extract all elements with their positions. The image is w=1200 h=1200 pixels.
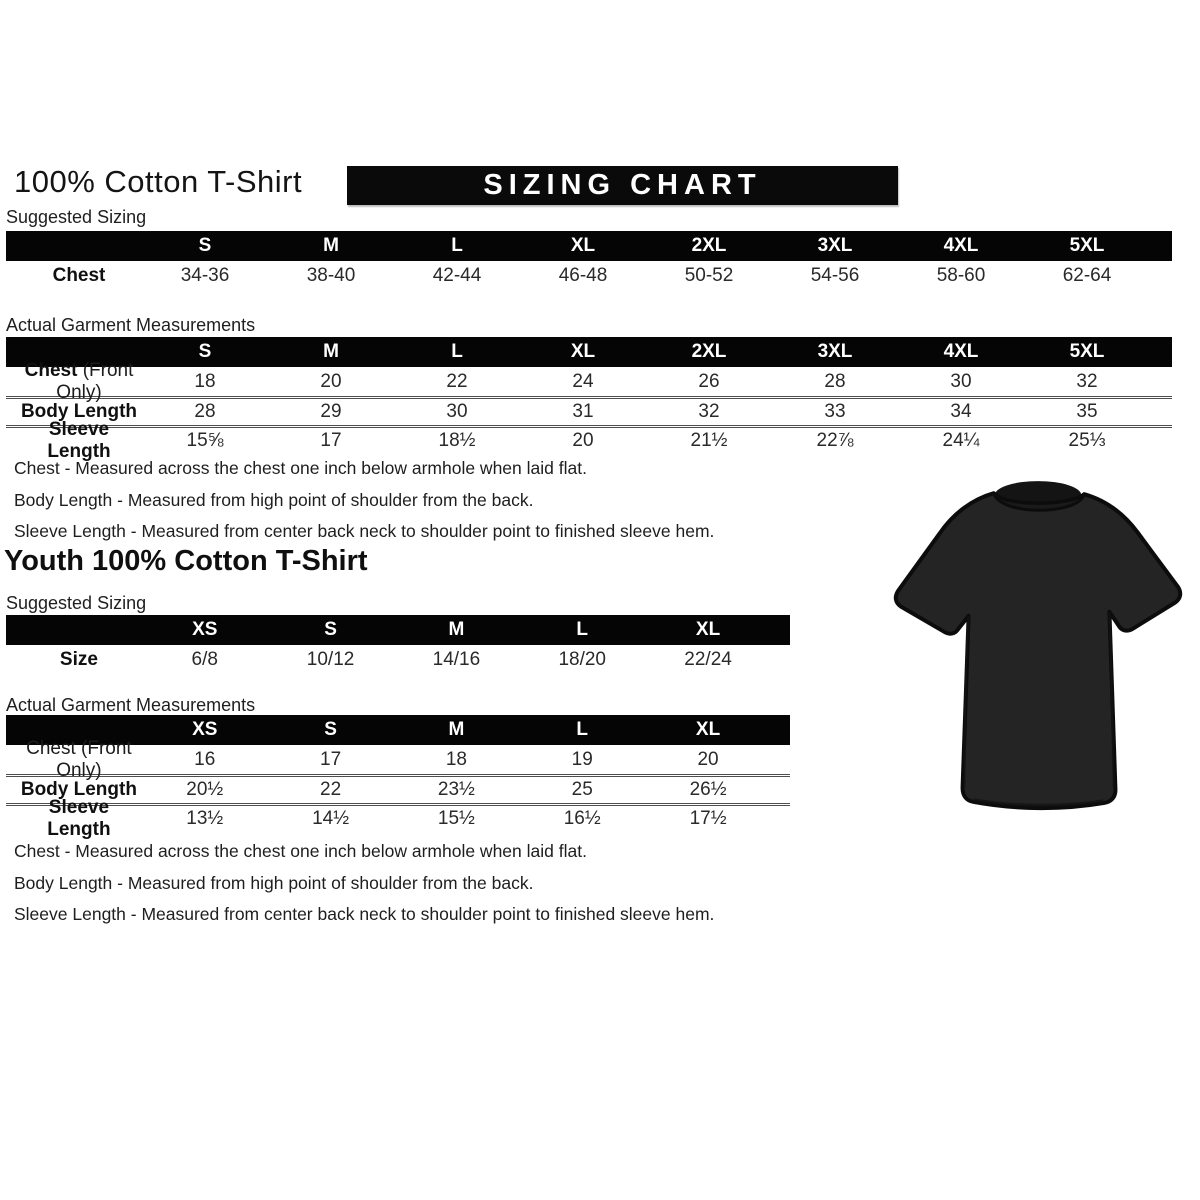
row-label-body-length: Body Length [20, 779, 137, 800]
row-label-sleeve-length: Sleeve Length [47, 419, 111, 462]
adult-suggested-sizing-table [6, 231, 1172, 290]
table-cell: 20½ [186, 779, 224, 800]
table-cell: 18/20 [558, 648, 606, 670]
column-header-xl: XL [570, 235, 596, 256]
column-header-s: S [324, 719, 337, 740]
table-cell: 16½ [563, 808, 601, 829]
table-cell: 23½ [437, 779, 475, 800]
column-header-xl: XL [695, 619, 721, 640]
table-cell: 22 [320, 779, 342, 800]
column-header-l: L [576, 619, 589, 640]
column-header-l: L [576, 719, 589, 740]
table-cell: 33 [824, 401, 846, 422]
page-title: 100% Cotton T-Shirt [14, 164, 303, 199]
column-header-l: L [451, 235, 463, 256]
table-cell: 58-60 [936, 264, 986, 286]
table-cell: 10/12 [306, 648, 355, 670]
adult-suggested-sizing-label: Suggested Sizing [6, 207, 147, 227]
note-chest: Chest - Measured across the chest one inch below armhole when laid flat. [14, 458, 587, 478]
table-cell: 26½ [689, 779, 727, 800]
column-header-xl: XL [570, 341, 596, 362]
column-header-xs: XS [192, 719, 218, 740]
youth-measurement-notes [14, 841, 714, 936]
tshirt-graphic [876, 468, 1198, 820]
table-header-row [6, 337, 1172, 367]
youth-section-title: Youth 100% Cotton T-Shirt [4, 545, 368, 577]
adult-actual-measurements-table [6, 337, 1172, 462]
column-header-m: M [448, 719, 465, 740]
table-cell: 13½ [186, 808, 224, 829]
row-label-size: Size [59, 648, 98, 670]
table-cell: 14½ [312, 808, 350, 829]
table-cell: 25⅓ [1068, 430, 1106, 451]
table-cell: 17½ [689, 808, 727, 829]
table-row-sleeve-length [6, 797, 790, 840]
table-header-row [6, 231, 1172, 261]
youth-suggested-sizing-table [6, 615, 790, 674]
table-cell: 38-40 [306, 264, 356, 286]
table-row-chest-front-only [6, 737, 790, 781]
table-row-size [6, 645, 790, 674]
sizing-chart-banner: SIZING CHART [347, 166, 898, 205]
table-cell: 20 [320, 370, 342, 392]
table-cell: 30 [950, 370, 972, 392]
table-cell: 18 [445, 748, 467, 770]
column-header-l: L [451, 341, 463, 362]
row-label-sleeve-length: Sleeve Length [47, 797, 111, 840]
column-header-xl: XL [695, 719, 721, 740]
table-cell: 30 [446, 401, 468, 422]
table-cell: 22 [446, 370, 468, 392]
table-cell: 15½ [437, 808, 475, 829]
note-sleeve-length: Sleeve Length - Measured from center back neck to shoulder point to finished sleeve hem. [14, 904, 715, 924]
table-cell: 6/8 [191, 648, 218, 670]
table-cell: 22/24 [684, 648, 732, 670]
table-cell: 32 [698, 401, 720, 422]
table-cell: 16 [194, 748, 216, 770]
note-chest: Chest - Measured across the chest one inch below armhole when laid flat. [14, 841, 587, 861]
column-header-m: M [323, 341, 339, 362]
column-header-2xl: 2XL [691, 235, 727, 256]
row-label-suffix: (Front Only) [56, 359, 134, 403]
table-cell: 19 [571, 748, 593, 770]
table-cell: 18½ [438, 430, 476, 451]
table-row-body-length [6, 396, 1172, 425]
table-cell: 28 [824, 370, 846, 392]
table-cell: 14/16 [432, 648, 481, 670]
table-cell: 25 [571, 779, 593, 800]
note-body-length: Body Length - Measured from high point of shoulder from the back. [14, 872, 534, 893]
table-cell: 17 [320, 748, 342, 770]
column-header-3xl: 3XL [817, 235, 853, 256]
table-row-chest [6, 261, 1172, 290]
column-header-s: S [198, 341, 212, 362]
note-body-length: Body Length - Measured from high point of shoulder from the back. [14, 489, 534, 510]
table-cell: 32 [1076, 370, 1098, 392]
table-row-sleeve-length [6, 419, 1172, 462]
column-header-s: S [324, 619, 337, 640]
table-cell: 20 [697, 748, 719, 770]
black-tshirt-image [876, 468, 1198, 820]
table-cell: 34-36 [180, 264, 230, 286]
table-cell: 24 [572, 370, 594, 392]
row-label-chest-front-only: Chest (Front Only) [26, 737, 132, 781]
adult-actual-measurements-label: Actual Garment Measurements [6, 315, 256, 335]
column-header-m: M [448, 619, 465, 640]
row-label-bold-part: Chest [24, 359, 78, 381]
column-header-m: M [323, 235, 339, 256]
table-cell: 31 [572, 401, 594, 422]
row-label-chest: Chest [52, 264, 106, 286]
table-cell: 21½ [690, 430, 728, 451]
youth-actual-measurements-table [6, 715, 790, 840]
column-header-5xl: 5XL [1069, 235, 1105, 256]
column-header-s: S [198, 235, 212, 256]
table-cell: 50-52 [684, 264, 734, 286]
column-header-3xl: 3XL [817, 341, 853, 362]
table-cell: 29 [320, 401, 342, 422]
table-cell: 54-56 [810, 264, 860, 286]
column-header-4xl: 4XL [943, 341, 979, 362]
table-cell: 24¼ [942, 430, 980, 451]
table-cell: 22⅞ [816, 430, 854, 451]
youth-suggested-sizing-label: Suggested Sizing [6, 593, 147, 613]
table-cell: 18 [194, 370, 216, 392]
row-label-chest-front-only [6, 360, 142, 404]
table-cell: 62-64 [1062, 264, 1112, 286]
column-header-4xl: 4XL [943, 235, 979, 256]
column-header-2xl: 2XL [691, 341, 727, 362]
table-header-row [6, 615, 790, 645]
table-row-chest-front-only [6, 359, 1172, 403]
table-cell: 35 [1076, 401, 1098, 422]
table-cell: 17 [320, 430, 342, 451]
row-label-body-length: Body Length [20, 401, 138, 422]
table-cell: 34 [950, 401, 972, 422]
table-cell: 20 [572, 430, 594, 451]
table-cell: 42-44 [432, 264, 482, 286]
note-sleeve-length: Sleeve Length - Measured from center back neck to shoulder point to finished sleeve hem. [14, 521, 715, 541]
adult-measurement-notes [14, 458, 714, 553]
table-cell: 26 [698, 370, 720, 392]
table-cell: 46-48 [558, 264, 608, 286]
youth-actual-measurements-label: Actual Garment Measurements [6, 695, 256, 715]
column-header-xs: XS [192, 619, 218, 640]
column-header-5xl: 5XL [1069, 341, 1105, 362]
table-cell: 28 [194, 401, 216, 422]
table-cell: 15⅝ [186, 430, 224, 451]
